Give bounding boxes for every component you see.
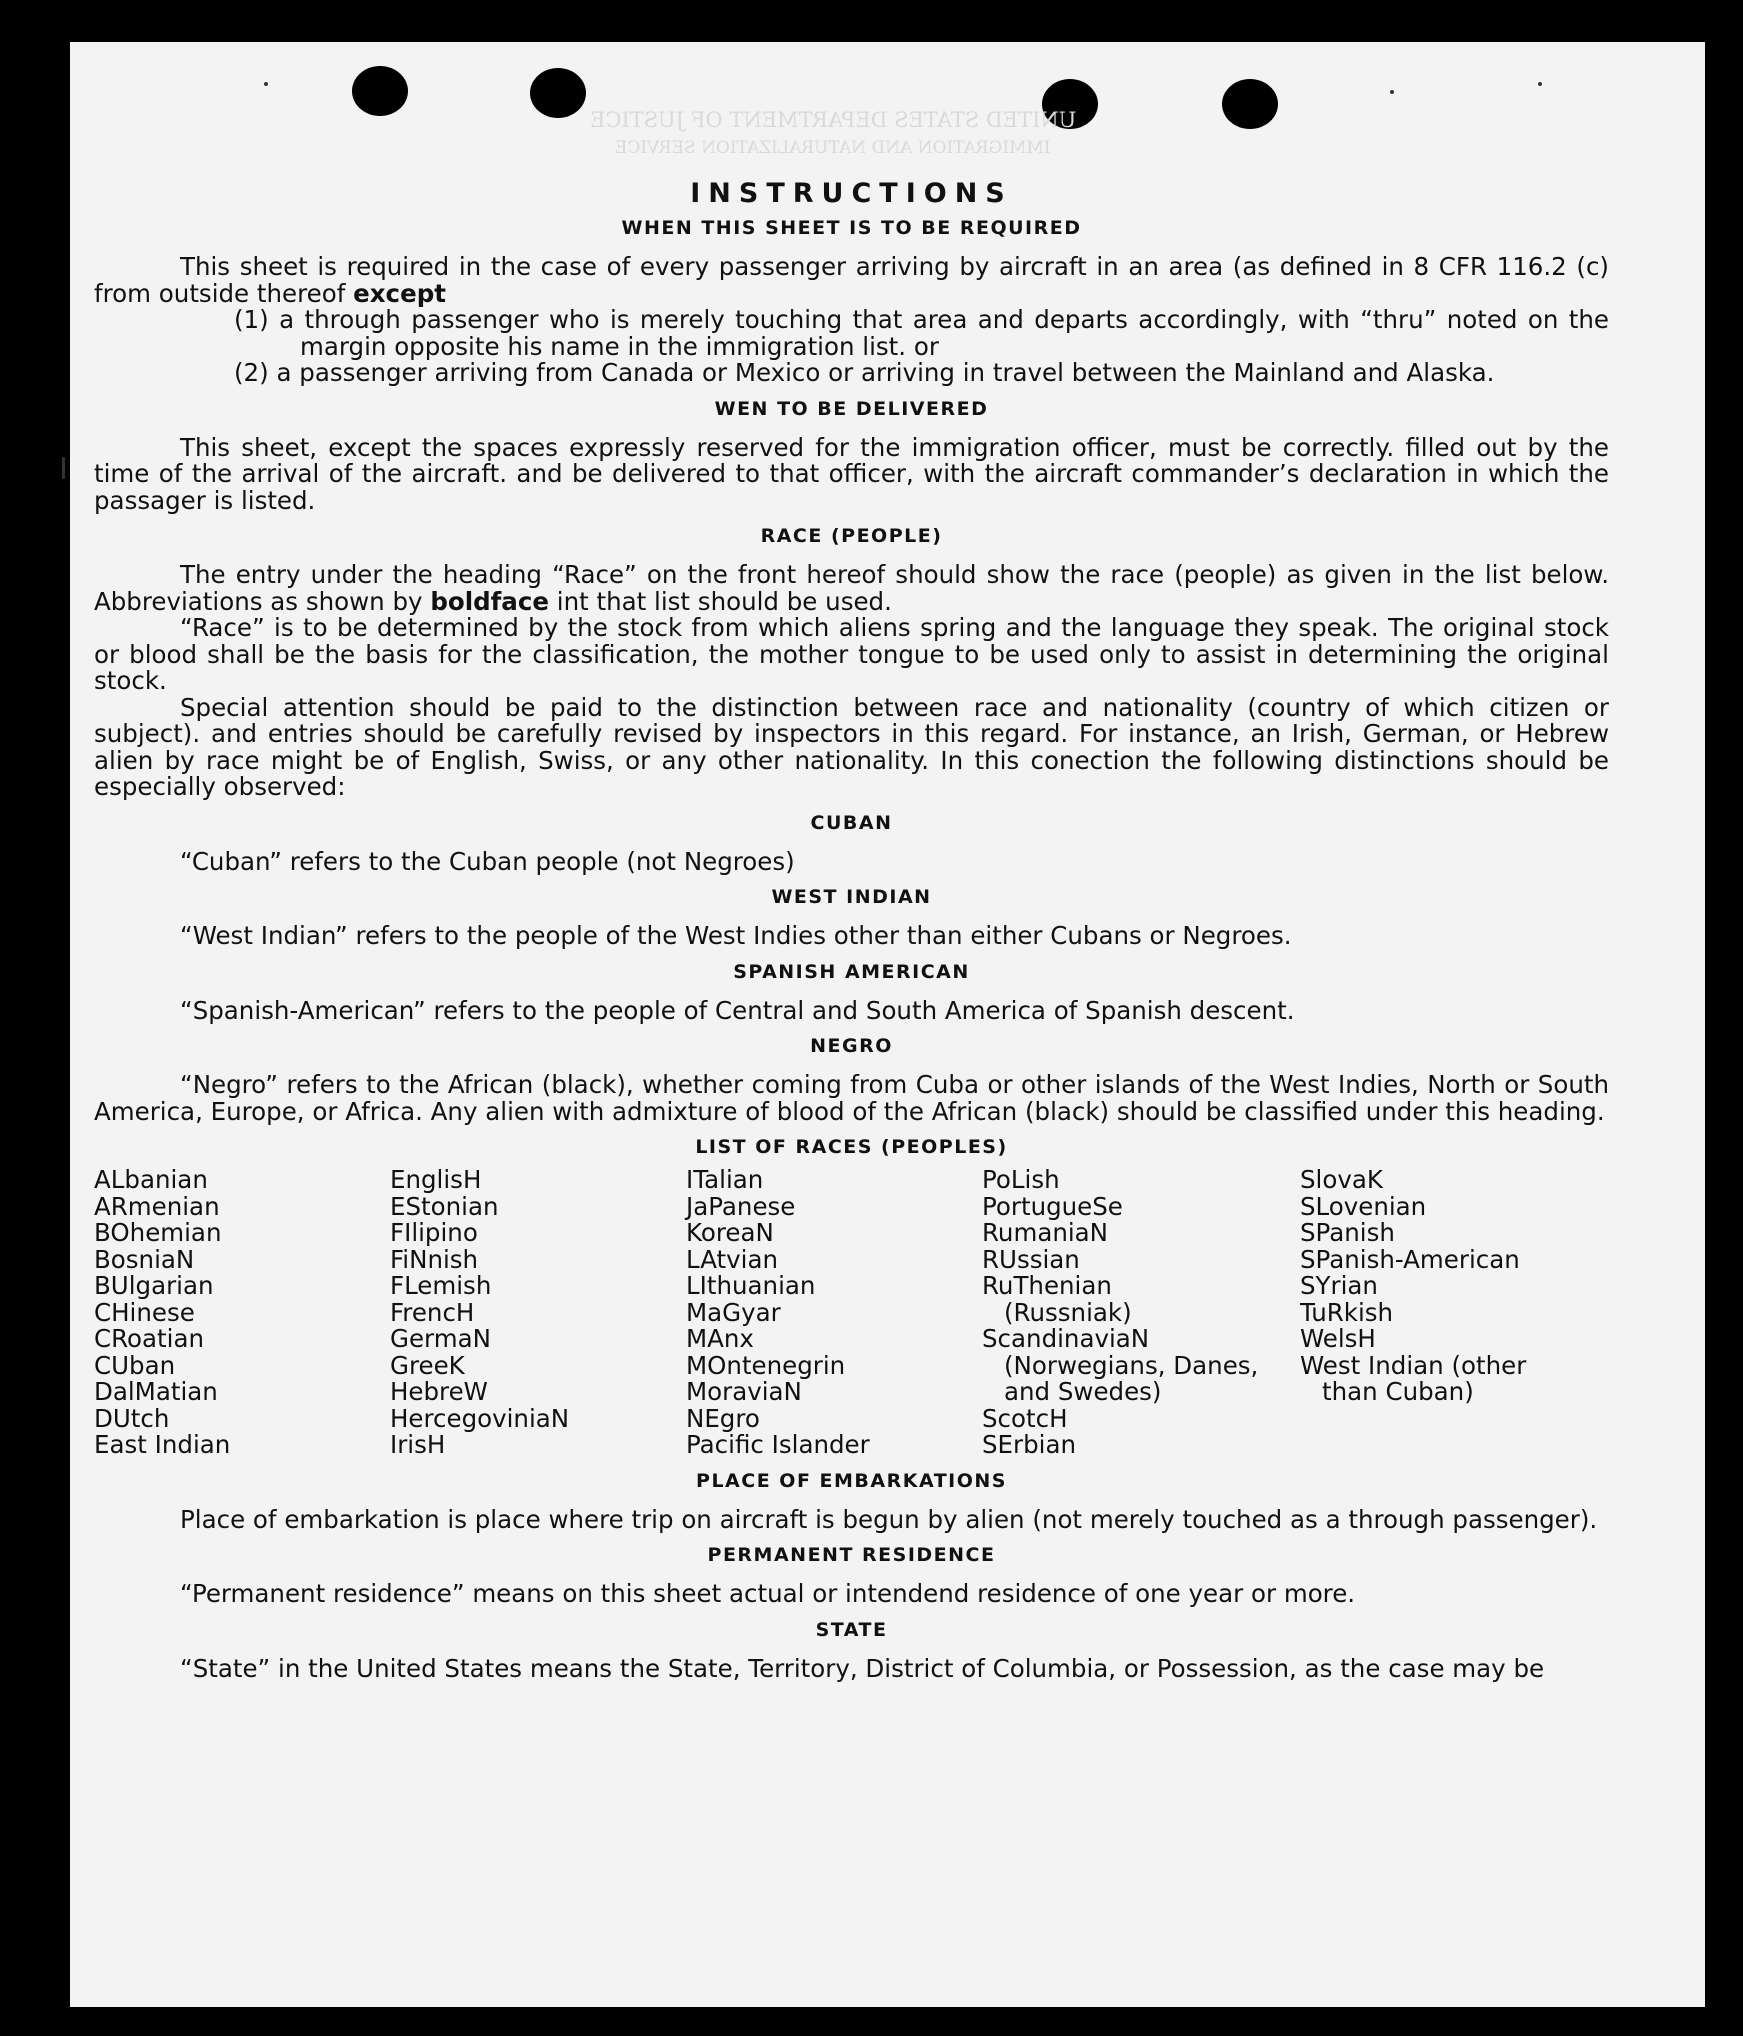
race-item: MaGyar: [686, 1297, 781, 1327]
race-item: NEgro: [686, 1403, 760, 1433]
section-heading-residence: PERMANENT RESIDENCE: [707, 1544, 996, 1566]
race-item: EStonian: [390, 1191, 499, 1221]
race-item: West Indian (other than Cuban): [1300, 1350, 1527, 1406]
race-item: HebreW: [390, 1377, 488, 1406]
race-item: RuThenian (Russniak): [982, 1271, 1132, 1327]
punch-hole: [530, 68, 586, 118]
show-through-subheader: IMMIGRATION AND NATURALIZATION SERVICE: [615, 138, 1051, 158]
negro-paragraph: “Negro” refers to the African (black), whether coming from Cuba or other islands of the West Indies, North or South America, Europe, or Africa. Any alien with admixture of blood of the African (black) should be classified under this heading.: [94, 1070, 1609, 1126]
race-item: CHinese: [94, 1297, 195, 1327]
required-text: This sheet is required in the case of every passenger arriving by aircraft in an area (as defined in 8 CFR 116.2 (c) from outside thereof: [94, 252, 1609, 308]
race-item: FIlipino: [390, 1218, 478, 1247]
race-item: BOhemian: [94, 1218, 222, 1247]
races-list: [94, 1167, 1609, 1459]
state-paragraph: “State” in the United States means the State, Territory, District of Columbia, or Possession, as the case may be: [180, 1653, 1545, 1683]
race-item: IrisH: [390, 1430, 446, 1459]
page-title: INSTRUCTIONS: [690, 178, 1013, 209]
section-heading-spanish-american: SPANISH AMERICAN: [733, 960, 970, 983]
race-item: DalMatian: [94, 1377, 218, 1406]
section-heading-race: RACE (PEOPLE): [760, 525, 943, 547]
race-item: GermaN: [390, 1324, 491, 1353]
race-paragraph-2: “Race” is to be determined by the stock from which aliens spring and the language they speak. The original stock or blood shall be the basis for the classification, the mother tongue to be used only to assist in determining the original stock.: [94, 613, 1609, 695]
exception-item-1: (1) a through passenger who is merely touching that area and departs accordingly, with “thru” noted on the margin opposite his name in the immigration list. or: [234, 305, 1609, 361]
race-item: PortugueSe: [982, 1191, 1123, 1221]
race-item: TuRkish: [1300, 1297, 1394, 1327]
section-heading-west-indian: WEST INDIAN: [771, 886, 932, 908]
race-item: RUssian: [982, 1244, 1080, 1274]
race-item: SPanish: [1300, 1218, 1395, 1247]
race-item: HercegoviniaN: [390, 1403, 570, 1433]
embarkation-paragraph: Place of embarkation is place where trip on aircraft is begun by alien (not merely touched as a through passenger).: [180, 1504, 1598, 1534]
races-column: [686, 1167, 982, 1459]
race-item: ScandinaviaN (Norwegians, Danes, and Swedes): [982, 1324, 1259, 1406]
race-item: MOntenegrin: [686, 1350, 846, 1380]
race-item: EnglisH: [390, 1165, 482, 1194]
race-item: PoLish: [982, 1165, 1060, 1194]
race-item: KoreaN: [686, 1218, 774, 1247]
document-page: [70, 42, 1705, 2007]
race-item: ARmenian: [94, 1191, 220, 1221]
race-item: MAnx: [686, 1324, 754, 1353]
race-item: CRoatian: [94, 1324, 204, 1353]
west-indian-paragraph: “West Indian” refers to the people of the West Indies other than either Cubans or Negroes.: [180, 921, 1292, 950]
race-item: BUlgarian: [94, 1271, 214, 1300]
race-item: FLemish: [390, 1271, 492, 1300]
race-item: LAtvian: [686, 1244, 778, 1274]
residence-paragraph: “Permanent residence” means on this sheet actual or intendend residence of one year or more.: [180, 1579, 1356, 1608]
section-heading-cuban: CUBAN: [810, 811, 893, 834]
speck: [1538, 82, 1542, 86]
speck: [62, 457, 65, 479]
punch-hole: [352, 66, 408, 116]
races-column: [390, 1167, 686, 1459]
race-item: East Indian: [94, 1430, 231, 1459]
race-paragraph-1: [94, 562, 1609, 615]
except-bold: except: [353, 278, 446, 308]
race-item: BosniaN: [94, 1244, 195, 1274]
race-item: SLovenian: [1300, 1191, 1427, 1221]
boldface-word: boldface: [430, 586, 549, 616]
section-heading-delivered: WEN TO BE DELIVERED: [714, 397, 989, 420]
section-heading-required: WHEN THIS SHEET IS TO BE REQUIRED: [621, 217, 1082, 239]
exception-item-2: (2) a passenger arriving from Canada or Mexico or arriving in travel between the Mainland and Alaska.: [234, 358, 1495, 387]
race-item: JaPanese: [686, 1191, 796, 1221]
required-paragraph: [94, 254, 1609, 307]
punch-hole: [1222, 79, 1278, 129]
race-item: FiNnish: [390, 1244, 479, 1274]
section-heading-negro: NEGRO: [810, 1035, 893, 1057]
section-heading-races-list: LIST OF RACES (PEOPLES): [695, 1136, 1008, 1158]
race-item: ALbanian: [94, 1165, 208, 1194]
race-item: FrencH: [390, 1297, 475, 1327]
instructions-body: [94, 178, 1609, 1683]
race-item: WelsH: [1300, 1324, 1376, 1353]
race-item: SlovaK: [1300, 1165, 1383, 1194]
race-item: SPanish-American: [1300, 1244, 1520, 1274]
race-item: GreeK: [390, 1350, 465, 1380]
races-column: [94, 1167, 390, 1459]
show-through-header: UNITED STATES DEPARTMENT OF JUSTICE: [590, 108, 1077, 132]
race-item: SYrian: [1300, 1271, 1378, 1300]
spanish-american-paragraph: “Spanish-American” refers to the people of Central and South America of Spanish descent.: [180, 995, 1295, 1025]
race-item: DUtch: [94, 1403, 170, 1433]
section-heading-state: STATE: [815, 1618, 888, 1641]
race-text-c: int that list should be used.: [548, 586, 892, 616]
cuban-paragraph: “Cuban” refers to the Cuban people (not Negroes): [180, 846, 795, 876]
section-heading-embarkation: PLACE OF EMBARKATIONS: [696, 1469, 1007, 1492]
race-item: Pacific Islander: [686, 1430, 870, 1459]
race-paragraph-3: Special attention should be paid to the distinction between race and nationality (country of which citizen or subject). and entries should be carefully revised by inspectors in this regard. For instance, an Irish, German, or Hebrew alien by race might be of English, Swiss, or any other nationality. In this conection the following distinctions should be especially observed:: [94, 692, 1609, 801]
race-item: RumaniaN: [982, 1218, 1109, 1247]
race-item: MoraviaN: [686, 1377, 802, 1406]
race-item: SErbian: [982, 1430, 1077, 1459]
races-column: [1300, 1167, 1580, 1459]
speck: [264, 82, 268, 86]
delivered-paragraph: This sheet, except the spaces expressly reserved for the immigration officer, must be correctly. filled out by the time of the arrival of the aircraft. and be delivered to that officer, with the aircraft commander’s declaration in which the passager is listed.: [94, 432, 1609, 515]
speck: [1390, 90, 1394, 94]
races-column: [982, 1167, 1300, 1459]
race-item: CUban: [94, 1350, 176, 1380]
race-item: LIthuanian: [686, 1271, 816, 1300]
race-text-a: The entry under the heading “Race” on the front hereof should show the race (people) as given in the list below. Abbreviations as shown by: [94, 560, 1609, 616]
race-item: ScotcH: [982, 1403, 1068, 1433]
race-item: ITalian: [686, 1165, 764, 1194]
